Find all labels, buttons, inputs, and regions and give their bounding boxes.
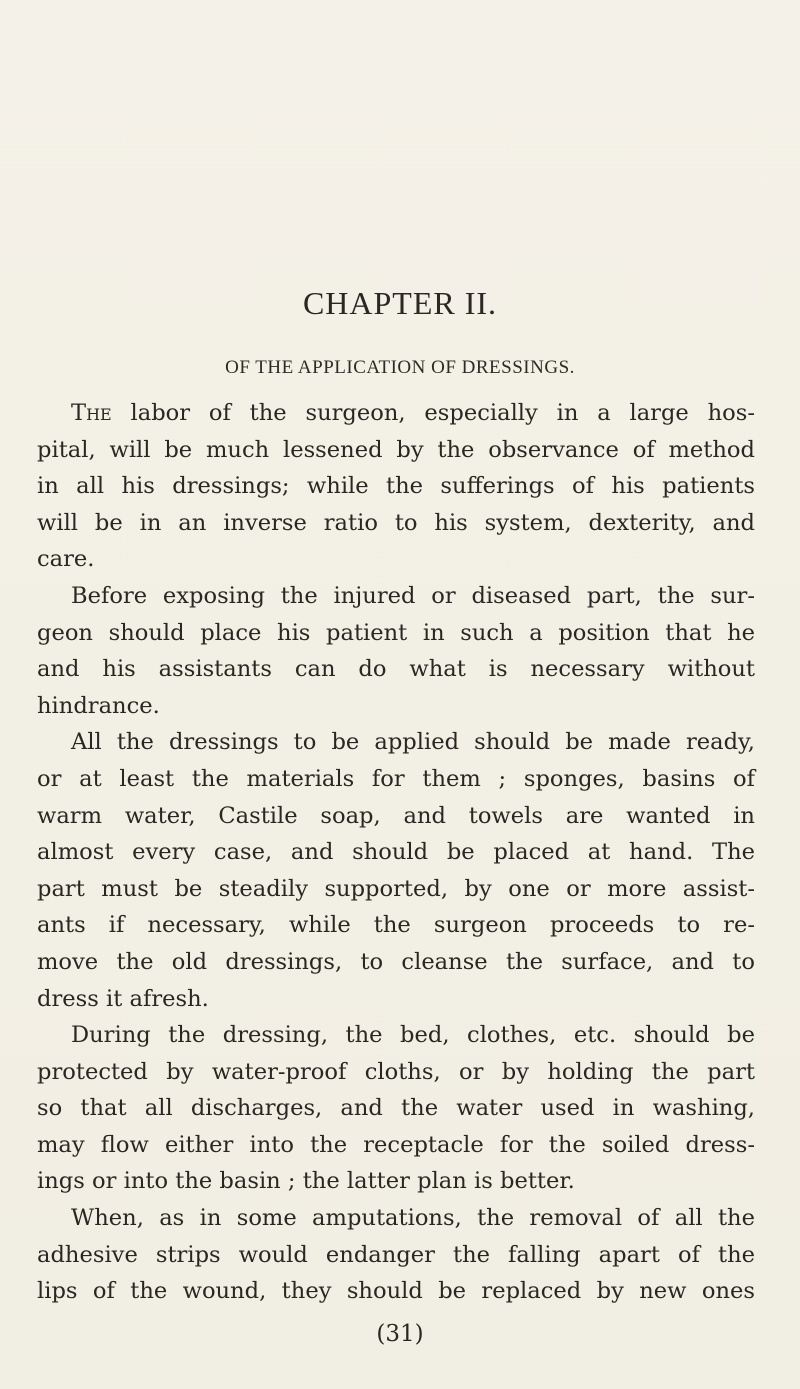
- text-line: may flow either into the receptacle for the soiled dress-: [37, 1131, 755, 1158]
- text-line: almost every case, and should be placed at hand. The: [37, 839, 755, 866]
- text-line: warm water, Castile soap, and towels are wanted in: [37, 802, 755, 829]
- text-line: geon should place his patient in such a position that he: [37, 619, 755, 646]
- text-line: ings or into the basin ; the latter plan is better.: [37, 1168, 575, 1195]
- text-line: Before exposing the injured or diseased part, the sur-: [71, 582, 755, 609]
- section-heading: OF THE APPLICATION OF DRESSINGS.: [225, 357, 575, 378]
- text-line: When, as in some amputations, the removal of all the: [71, 1205, 755, 1232]
- text-line: in all his dressings; while the sufferings of his patients: [37, 473, 755, 500]
- text-line: part must be steadily supported, by one or more assist-: [37, 875, 755, 902]
- text-line: ants if necessary, while the surgeon proceeds to re-: [37, 912, 755, 939]
- text-line: protected by water-proof cloths, or by holding the part: [37, 1058, 755, 1085]
- body-text: [37, 395, 755, 1310]
- chapter-heading: CHAPTER II.: [302, 285, 498, 321]
- text-line: or at least the materials for them ; sponges, basins of: [37, 765, 755, 792]
- drop-word: The: [71, 400, 112, 426]
- text-line: will be in an inverse ratio to his system, dexterity, and: [37, 509, 755, 536]
- text-line: dress it afresh.: [37, 985, 209, 1012]
- text-line: The labor of the surgeon, especially in a large hos-: [71, 400, 755, 426]
- text-line: lips of the wound, they should be replaced by new ones: [37, 1278, 755, 1305]
- text-line: move the old dressings, to cleanse the surface, and to: [37, 948, 755, 975]
- text-line: All the dressings to be applied should be made ready,: [71, 729, 755, 756]
- text-line: hindrance.: [37, 692, 160, 719]
- text-line: care.: [37, 546, 95, 573]
- page-number: (31): [376, 1321, 424, 1347]
- text-line: During the dressing, the bed, clothes, etc. should be: [71, 1022, 755, 1049]
- text-line: adhesive strips would endanger the falling apart of the: [37, 1241, 755, 1268]
- text-line: pital, will be much lessened by the observance of method: [37, 436, 755, 463]
- text-line: so that all discharges, and the water used in washing,: [37, 1095, 755, 1122]
- text-line: and his assistants can do what is necessary without: [37, 656, 755, 683]
